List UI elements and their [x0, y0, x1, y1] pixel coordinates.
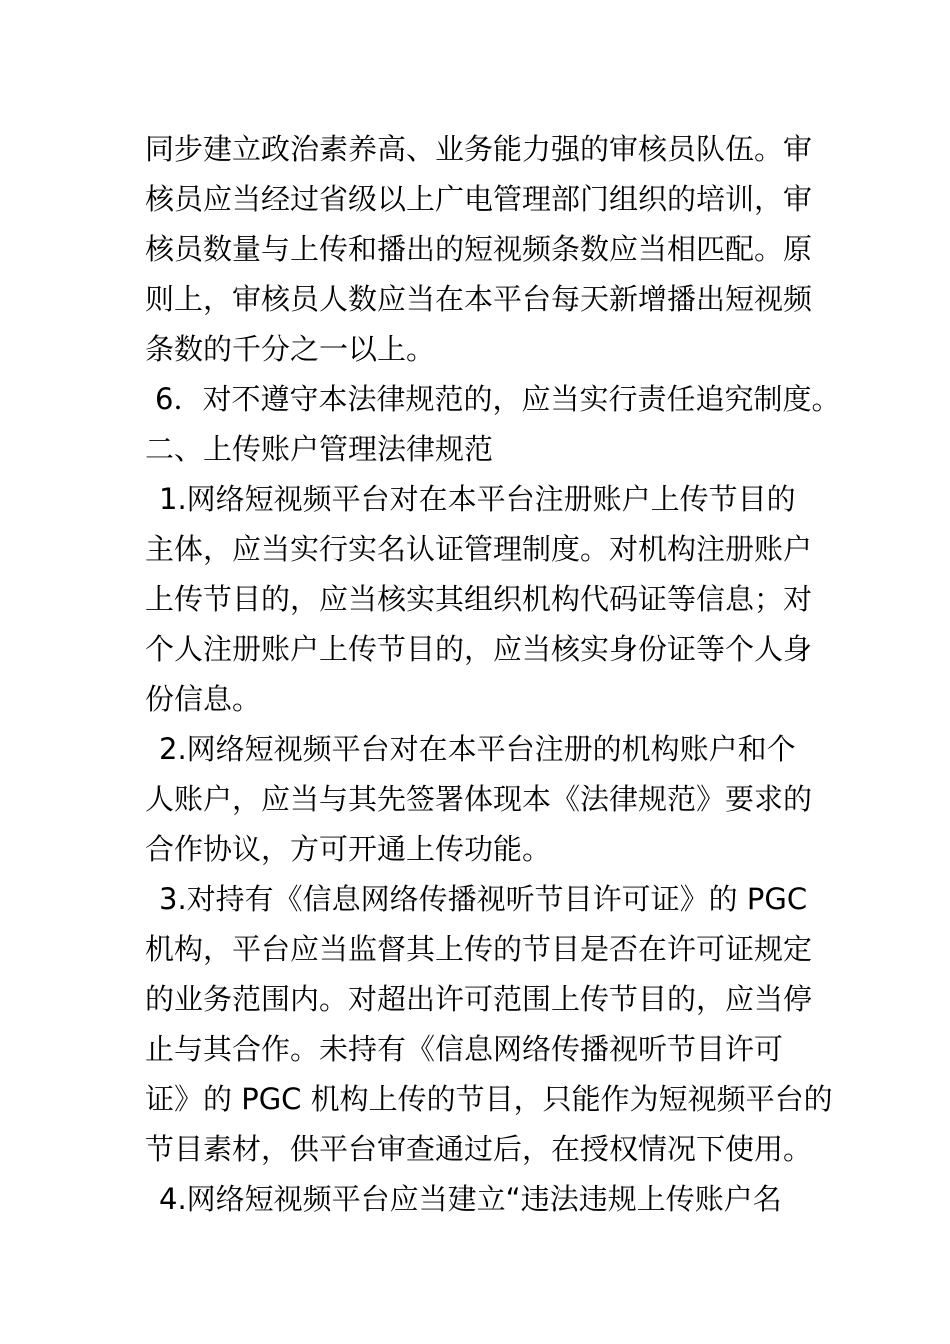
- paragraph-line: 节目素材，供平台审查通过后，在授权情况下使用。: [145, 1132, 813, 1166]
- list-item-4: 4.网络短视频平台应当建立“违法违规上传账户名: [159, 1182, 782, 1216]
- paragraph-line: 的业务范围内。对超出许可范围上传节目的，应当停: [145, 982, 813, 1016]
- paragraph-line: 条数的千分之一以上。: [145, 332, 436, 366]
- paragraph-line: 止与其合作。未持有《信息网络传播视听节目许可: [145, 1032, 784, 1066]
- paragraph-line: 上传节目的，应当核实其组织机构代码证等信息；对: [145, 582, 813, 616]
- document-body: [145, 124, 841, 1224]
- paragraph-line: 同步建立政治素养高、业务能力强的审核员队伍。审: [145, 132, 813, 166]
- paragraph-line: 个人注册账户上传节目的，应当核实身份证等个人身: [145, 632, 813, 666]
- paragraph-line: 合作协议，方可开通上传功能。: [145, 832, 552, 866]
- section-heading: 二、上传账户管理法律规范: [145, 432, 494, 466]
- list-item-2: 2.网络短视频平台对在本平台注册的机构账户和个: [159, 732, 796, 766]
- paragraph-line: 核员数量与上传和播出的短视频条数应当相匹配。原: [145, 232, 813, 266]
- list-item-3: 3.对持有《信息网络传播视听节目许可证》的 PGC: [159, 882, 808, 916]
- paragraph-line: 核员应当经过省级以上广电管理部门组织的培训，审: [145, 182, 813, 216]
- paragraph-line: 机构，平台应当监督其上传的节目是否在许可证规定: [145, 932, 813, 966]
- list-item-1: 1.网络短视频平台对在本平台注册账户上传节目的: [159, 482, 796, 516]
- paragraph-line: 则上，审核员人数应当在本平台每天新增播出短视频: [145, 282, 813, 316]
- paragraph-line: 份信息。: [145, 682, 262, 716]
- paragraph-line: 证》的 PGC 机构上传的节目，只能作为短视频平台的: [145, 1082, 833, 1116]
- list-item-6: 6．对不遵守本法律规范的，应当实行责任追究制度。: [155, 382, 841, 416]
- paragraph-line: 主体，应当实行实名认证管理制度。对机构注册账户: [145, 532, 813, 566]
- paragraph-line: 人账户，应当与其先签署体现本《法律规范》要求的: [145, 782, 813, 816]
